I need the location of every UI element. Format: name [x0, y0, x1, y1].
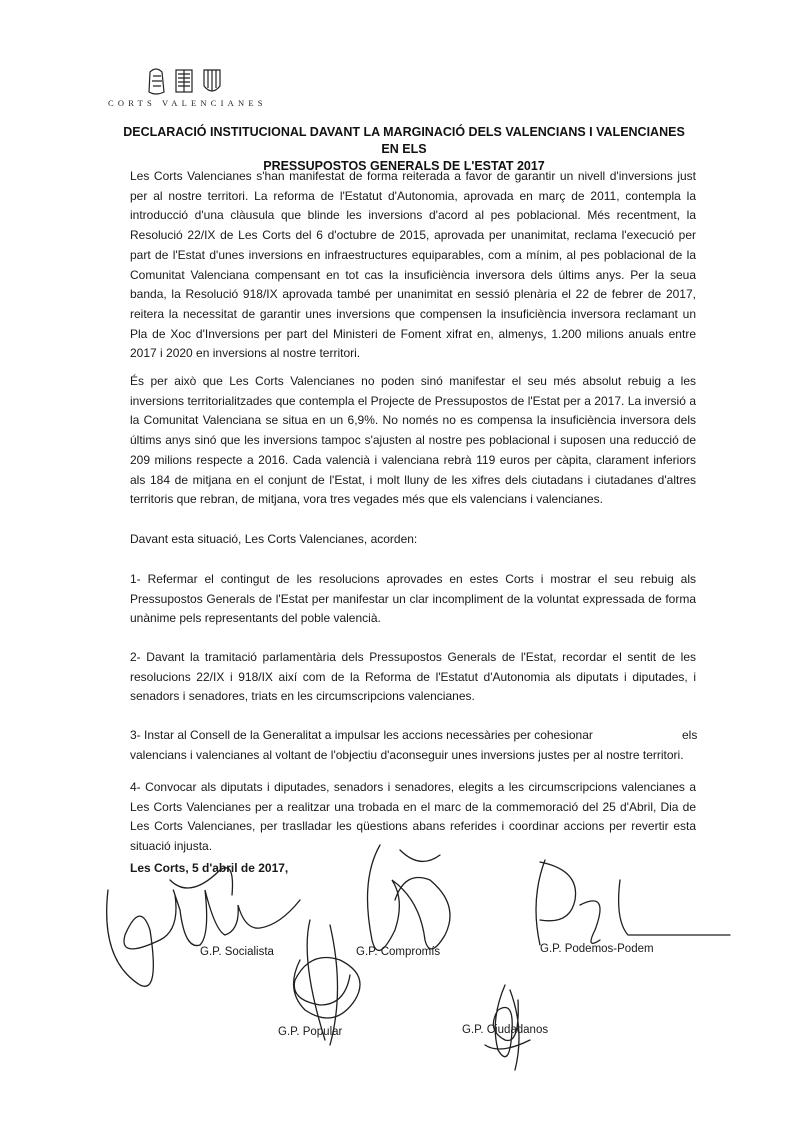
paragraph-6 — [130, 726, 696, 765]
paragraph-4: 1- Refermar el contingut de les resolucions aprovades en estes Corts i mostrar el seu rebuig als Pressupostos Generals de l'Estat per manifestar un clar incompliment de la voluntat expressada de forma unànime pels representants del poble valencià. — [130, 572, 696, 626]
group-label-compromis: G.P. Compromís — [356, 946, 441, 958]
paragraph-7: 4- Convocar als diputats i diputades, senadors i senadores, elegits a les circumscripcions valencianes a Les Corts Valencianes per a realitzar una trobada en el marc de la commemoració del 25 d'Abril, Dia de Les Corts Valencianes, per traslladar les qüestions abans referides i coordinar accions per revertir esta situació injusta. — [130, 780, 696, 854]
paragraph-6-line-1: 3- Instar al Consell de la Generalitat a impulsar les accions necessàries per cohesionar — [130, 728, 593, 742]
paragraph-2: És per això que Les Corts Valencianes no poden sinó manifestar el seu més absolut rebuig a les inversions territorialitzades que contempla el Projecte de Pressupostos de l'Estat per a 2017. La inversió a la Comunitat Valenciana se situa en un 6,9%. No només no es compensa la insuficiència inversora dels últims anys sinó que les inversions tampoc s'ajusten al nostre pes poblacional i suposen una reducció de 209 milions respecte a 2016. Cada valencià i valenciana rebrà 119 euros per càpita, clarament inferiors als 184 de mitjana en el conjunt de l'Estat, i molt lluny de les xifres dels ciutadans i ciutadanes d'altres territoris que rebran, de mitjana, vora tres vegades més que els valencians i valencianes. — [130, 374, 696, 507]
signature-compromis — [368, 845, 451, 950]
group-label-podemos: G.P. Podemos-Podem — [540, 943, 654, 955]
group-label-socialista: G.P. Socialista — [200, 946, 274, 958]
signature-date: Les Corts, 5 d'abril de 2017, — [130, 861, 289, 875]
group-label-ciudadanos: G.P. Ciudadanos — [462, 1024, 549, 1036]
signature-socialista — [107, 890, 300, 986]
logo-text: CORTS VALENCIANES — [108, 98, 267, 108]
paragraph-1: Les Corts Valencianes s'han manifestat de forma reiterada a favor de garantir un nivell d'inversions just per al nostre territori. La reforma de l'Estatut d'Autonomia, aprovada en març de 2011, contempla la introducció d'una clàusula que blinde les inversions d'acord al pes poblacional. Més recentment, la Resolució 22/IX de Les Corts del 6 d'octubre de 2015, aprovada per unanimitat, reclama l'execució per part de l'Estat d'unes inversions en infraestructures equiparables, com a mínim, al pes poblacional de la Comunitat Valenciana compensant en tot cas la insuficiència inversora dels últims anys. Per la seua banda, la Resolució 918/IX aprovada també per unanimitat en sessió plenària el 22 de febrer de 2017, reitera la necessitat de garantir unes inversions que compensen la insuficiència inversora reclamant un Pla de Xoc d'Inversions per part del Ministeri de Foment xifrat en, almenys, 1.200 milions anuals entre 2017 i 2020 en inversions al nostre territori. — [130, 169, 696, 361]
coat-of-arms-icon — [148, 66, 228, 96]
group-label-popular: G.P. Popular — [278, 1026, 343, 1038]
paragraph-6-line-2: valencians i valencianes al voltant de l'objectiu d'aconseguir unes inversions justes per al nostre territori. — [130, 747, 684, 762]
signature-popular — [294, 958, 360, 1019]
paragraph-6-tail: els — [682, 728, 698, 742]
paragraph-5: 2- Davant la tramitació parlamentària dels Pressupostos Generals de l'Estat, recordar el sentit de les resolucions 22/IX i 918/IX així com de la Reforma de l'Estatut d'Autonomia als diputats i diputades, i senadors i senadores, triats en les circumscripcions valencianes. — [130, 650, 696, 704]
paragraph-3: Davant esta situació, Les Corts Valencianes, acorden: — [130, 532, 418, 546]
corts-valencianes-logo — [108, 66, 278, 116]
title-line-1: DECLARACIÓ INSTITUCIONAL DAVANT LA MARGINACIÓ DELS VALENCIANS I VALENCIANES EN ELS — [123, 125, 685, 156]
signature-podemos — [536, 860, 730, 945]
title-line-2: PRESSUPOSTOS GENERALS DE L'ESTAT 2017 — [263, 159, 545, 173]
